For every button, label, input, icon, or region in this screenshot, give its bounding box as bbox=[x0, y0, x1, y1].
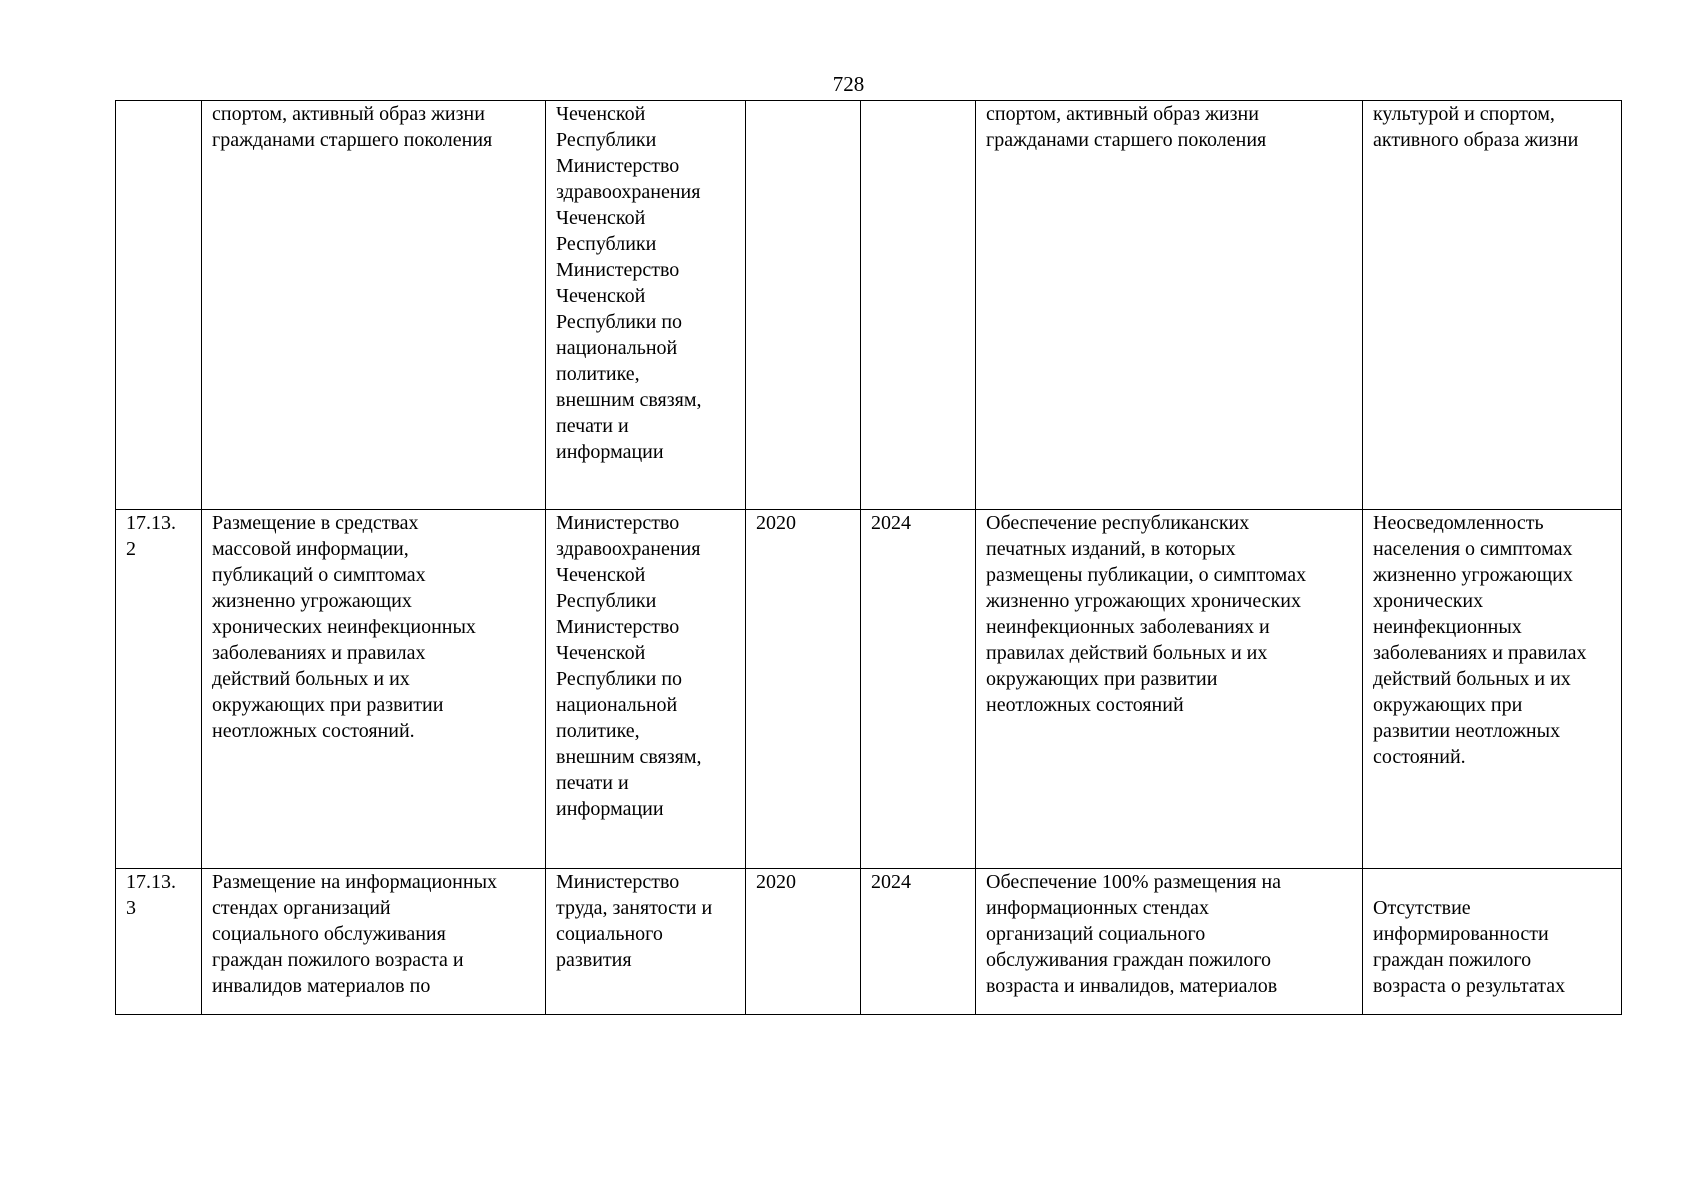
end-year-cell: 2024 bbox=[861, 869, 976, 1015]
measures-table bbox=[115, 100, 1622, 1015]
end-year-cell: 2024 bbox=[861, 510, 976, 869]
expected-result-cell: спортом, активный образ жизни гражданами старшего поколения bbox=[976, 101, 1363, 510]
risk-cell: Отсутствие информированности граждан пожилого возраста о результатах bbox=[1363, 869, 1622, 1015]
action-cell: спортом, активный образ жизни гражданами старшего поколения bbox=[202, 101, 546, 510]
start-year-cell: 2020 bbox=[746, 869, 861, 1015]
start-year-cell: 2020 bbox=[746, 510, 861, 869]
action-cell: Размещение в средствах массовой информации, публикаций о симптомах жизненно угрожающих хронических неинфекционных заболеваниях и правилах действий больных и их окружающих при развитии неотложных состояний. bbox=[202, 510, 546, 869]
end-year-cell bbox=[861, 101, 976, 510]
table-row bbox=[116, 101, 1622, 510]
expected-result-cell: Обеспечение 100% размещения на информационных стендах организаций социального обслуживания граждан пожилого возраста и инвалидов, материалов bbox=[976, 869, 1363, 1015]
page-number: 728 bbox=[832, 72, 865, 96]
responsible-cell: Министерство труда, занятости и социального развития bbox=[546, 869, 746, 1015]
item-number-cell bbox=[116, 101, 202, 510]
item-number-cell: 17.13. 2 bbox=[116, 510, 202, 869]
start-year-cell bbox=[746, 101, 861, 510]
table-row bbox=[116, 869, 1622, 1015]
risk-cell: Неосведомленность населения о симптомах жизненно угрожающих хронических неинфекционных заболеваниях и правилах действий больных и их окружающих при развитии неотложных состояний. bbox=[1363, 510, 1622, 869]
action-cell: Размещение на информационных стендах организаций социального обслуживания граждан пожилого возраста и инвалидов материалов по bbox=[202, 869, 546, 1015]
risk-cell: культурой и спортом, активного образа жизни bbox=[1363, 101, 1622, 510]
responsible-cell: Чеченской Республики Министерство здравоохранения Чеченской Республики Министерство Чеченской Республики по национальной политике, внешним связям, печати и информации bbox=[546, 101, 746, 510]
table-row bbox=[116, 510, 1622, 869]
responsible-cell: Министерство здравоохранения Чеченской Республики Министерство Чеченской Республики по национальной политике, внешним связям, печати и информации bbox=[546, 510, 746, 869]
expected-result-cell: Обеспечение республиканских печатных изданий, в которых размещены публикации, о симптомах жизненно угрожающих хронических неинфекционных заболеваниях и правилах действий больных и их окружающих при развитии неотложных состояний bbox=[976, 510, 1363, 869]
item-number-cell: 17.13. 3 bbox=[116, 869, 202, 1015]
